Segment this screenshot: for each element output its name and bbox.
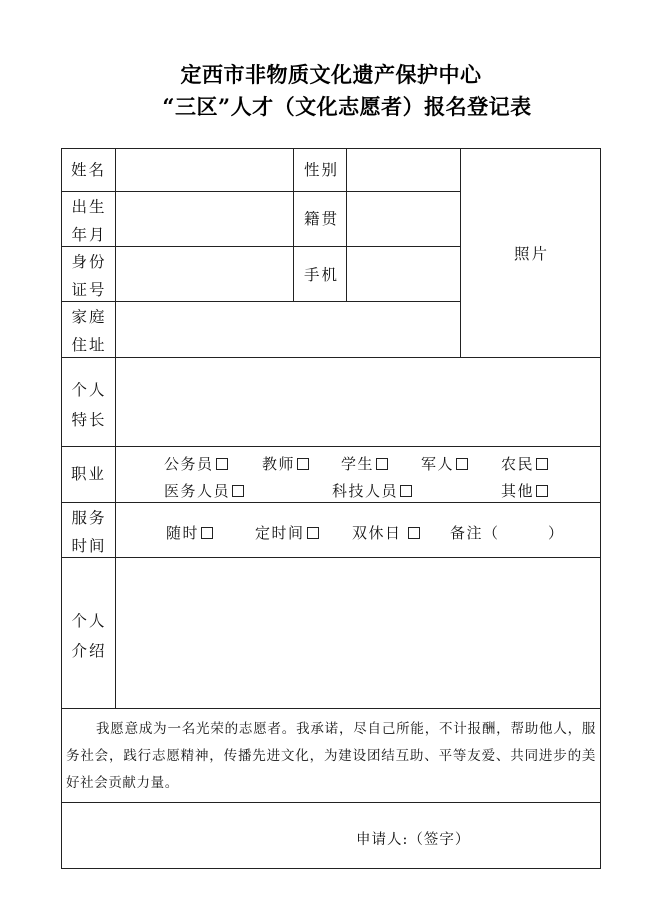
checkbox[interactable] (400, 485, 412, 497)
occupation-option-medical[interactable]: 医务人员 (164, 480, 244, 501)
column-divider (293, 148, 294, 301)
birth-field[interactable] (117, 193, 292, 245)
photo-area[interactable] (462, 150, 599, 356)
occupation-option-technology[interactable]: 科技人员 (332, 480, 412, 501)
native-place-label: 籍贯 (304, 210, 340, 228)
row-divider (61, 191, 460, 192)
occupation-option-other[interactable]: 其他 (501, 480, 548, 501)
row-divider (61, 502, 601, 503)
photo-label: 照片 (514, 245, 550, 263)
phone-field[interactable] (348, 248, 459, 300)
row-divider (61, 802, 601, 803)
service-remark-close: ） (548, 524, 565, 542)
row-divider (61, 446, 601, 447)
column-divider (346, 148, 347, 301)
id-number-field[interactable] (117, 248, 292, 300)
label-column-divider (115, 148, 116, 708)
checkbox[interactable] (536, 458, 548, 470)
occupation-option-teacher[interactable]: 教师 (262, 453, 309, 474)
table-border-bottom (61, 868, 601, 869)
occupation-option-civil-servant[interactable]: 公务员 (164, 453, 228, 474)
name-label: 姓名 (71, 161, 107, 179)
introduction-field[interactable] (117, 559, 599, 707)
checkbox[interactable] (232, 485, 244, 497)
introduction-label: 个人 介绍 (71, 612, 107, 660)
occupation-option-farmer[interactable]: 农民 (501, 453, 548, 474)
checkbox[interactable] (536, 485, 548, 497)
checkbox[interactable] (297, 458, 309, 470)
gender-label: 性别 (304, 161, 340, 179)
service-time-label: 服务 时间 (71, 509, 107, 555)
checkbox[interactable] (201, 527, 213, 539)
specialty-field[interactable] (117, 359, 599, 445)
row-divider (61, 557, 601, 558)
service-option-weekends[interactable]: 双休日 (352, 522, 420, 543)
signature-field[interactable] (470, 820, 590, 856)
table-border-left (61, 148, 62, 869)
form-title-line1: 定西市非物质文化遗产保护中心 (180, 62, 482, 87)
specialty-label: 个人 特长 (71, 381, 107, 429)
address-field[interactable] (117, 303, 459, 356)
form-title-line2: “三区”人才（文化志愿者）报名登记表 (162, 94, 532, 119)
name-field[interactable] (117, 150, 292, 190)
table-border-right (600, 148, 601, 869)
gender-field[interactable] (348, 150, 459, 190)
id-number-label: 身份 证号 (71, 253, 107, 299)
address-label: 家庭 住址 (71, 308, 107, 354)
table-border-top (61, 148, 601, 149)
native-place-field[interactable] (348, 193, 459, 245)
checkbox[interactable] (307, 527, 319, 539)
row-divider (61, 301, 460, 302)
occupation-option-soldier[interactable]: 军人 (421, 453, 468, 474)
row-divider (61, 357, 601, 358)
birth-label: 出生 年月 (71, 198, 107, 244)
row-divider (61, 246, 460, 247)
occupation-option-student[interactable]: 学生 (341, 453, 388, 474)
applicant-signature-label: 申请人:（签字） (356, 832, 471, 848)
checkbox[interactable] (376, 458, 388, 470)
volunteer-pledge: 我愿意成为一名光荣的志愿者。我承诺，尽自己所能，不计报酬，帮助他人，服务社会，践行志愿精神，传播先进文化，为建设团结互助、平等友爱、共同进步的美好社会贡献力量。 (66, 721, 596, 791)
phone-label: 手机 (304, 266, 340, 284)
photo-column-divider (460, 148, 461, 357)
checkbox[interactable] (456, 458, 468, 470)
occupation-label: 职业 (71, 465, 107, 483)
checkbox[interactable] (408, 527, 420, 539)
row-divider (61, 708, 601, 709)
service-option-anytime[interactable]: 随时 (166, 522, 213, 543)
service-remark-label: 备注（ (450, 524, 500, 542)
service-option-scheduled[interactable]: 定时间 (255, 522, 319, 543)
service-remark-field[interactable] (506, 518, 546, 542)
checkbox[interactable] (216, 458, 228, 470)
